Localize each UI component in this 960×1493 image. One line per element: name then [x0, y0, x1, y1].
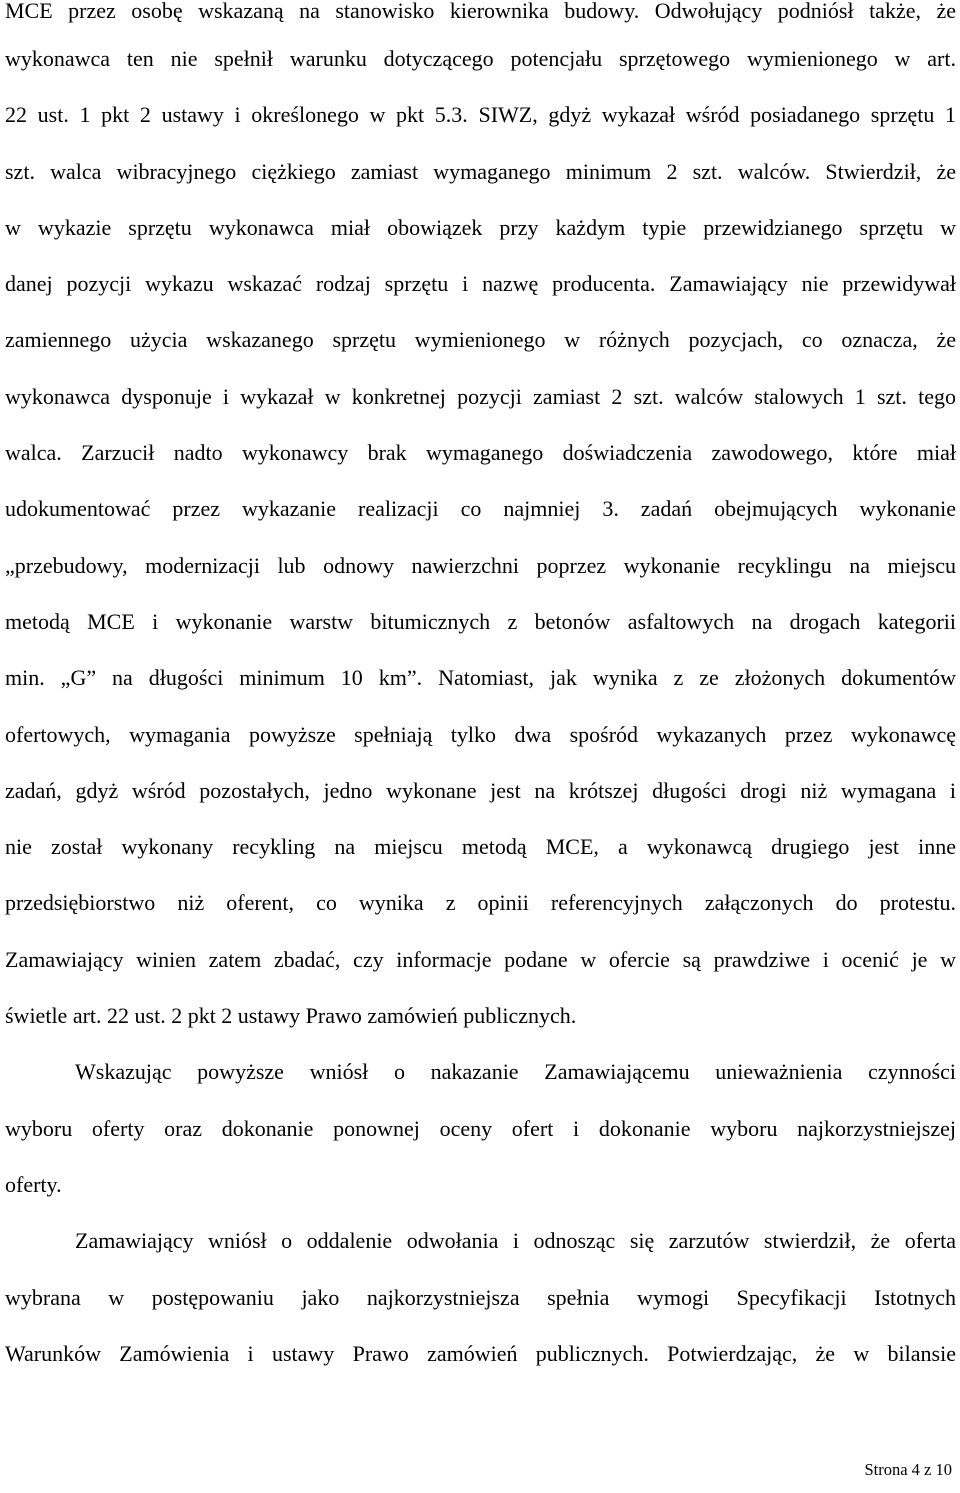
- text-line: danej pozycji wykazu wskazać rodzaj sprzętu i nazwę producenta. Zamawiający nie przewidywał: [5, 271, 956, 297]
- text-line: przedsiębiorstwo niż oferent, co wynika z opinii referencyjnych załączonych do protestu.: [5, 890, 956, 916]
- text-line: świetle art. 22 ust. 2 pkt 2 ustawy Prawo zamówień publicznych.: [5, 1003, 577, 1029]
- text-line: Zamawiający winien zatem zbadać, czy informacje podane w ofercie są prawdziwe i ocenić je w: [5, 946, 956, 972]
- text-line: udokumentować przez wykazanie realizacji co najmniej 3. zadań obejmujących wykonanie: [5, 496, 956, 522]
- text-line: wykonawca ten nie spełnił warunku dotyczącego potencjału sprzętowego wymienionego w art.: [5, 46, 956, 71]
- text-line: zadań, gdyż wśród pozostałych, jedno wykonane jest na krótszej długości drogi niż wymagana i: [5, 777, 956, 803]
- text-line: wykonawca dysponuje i wykazał w konkretnej pozycji zamiast 2 szt. walców stalowych 1 szt. tego: [5, 383, 956, 409]
- text-line: szt. walca wibracyjnego ciężkiego zamiast wymaganego minimum 2 szt. walców. Stwierdził, że: [5, 158, 956, 184]
- text-line: Wskazując powyższe wniósł o nakazanie Zamawiającemu unieważnienia czynności: [75, 1059, 956, 1085]
- text-line: „przebudowy, modernizacji lub odnowy nawierzchni poprzez wykonanie recyklingu na miejscu: [5, 552, 956, 578]
- text-line: 22 ust. 1 pkt 2 ustawy i określonego w pkt 5.3. SIWZ, gdyż wykazał wśród posiadanego sprzętu 1: [5, 102, 956, 128]
- paragraph-2: [5, 1057, 956, 1226]
- text-line: metodą MCE i wykonanie warstw bitumicznych z betonów asfaltowych na drogach kategorii: [5, 608, 956, 634]
- text-line: oferty.: [5, 1171, 62, 1197]
- text-line: w wykazie sprzętu wykonawca miał obowiązek przy każdym typie przewidzianego sprzętu w: [5, 214, 956, 240]
- text-line: MCE przez osobę wskazaną na stanowisko kierownika budowy. Odwołujący podniósł także, że: [5, 0, 956, 23]
- paragraph-1: [5, 0, 956, 1057]
- text-line: Warunków Zamówienia i ustawy Prawo zamówień publicznych. Potwierdzając, że w bilansie: [5, 1340, 956, 1366]
- text-line: walca. Zarzucił nadto wykonawcy brak wymaganego doświadczenia zawodowego, które miał: [5, 440, 956, 466]
- document-page: [5, 0, 956, 1395]
- text-line: min. „G” na długości minimum 10 km”. Natomiast, jak wynika z ze złożonych dokumentów: [5, 665, 956, 691]
- text-line: zamiennego użycia wskazanego sprzętu wymienionego w różnych pozycjach, co oznacza, że: [5, 327, 956, 353]
- text-line: Zamawiający wniósł o oddalenie odwołania i odnosząc się zarzutów stwierdził, że oferta: [75, 1228, 956, 1254]
- text-line: wybrana w postępowaniu jako najkorzystniejsza spełnia wymogi Specyfikacji Istotnych: [5, 1284, 956, 1310]
- text-line: nie został wykonany recykling na miejscu metodą MCE, a wykonawcą drugiego jest inne: [5, 834, 956, 860]
- text-line: wyboru oferty oraz dokonanie ponownej oceny ofert i dokonanie wyboru najkorzystniejszej: [5, 1115, 956, 1141]
- text-line: ofertowych, wymagania powyższe spełniają tylko dwa spośród wykazanych przez wykonawcę: [5, 721, 956, 747]
- page-number-footer: Strona 4 z 10: [864, 1460, 952, 1479]
- paragraph-3: [5, 1226, 956, 1395]
